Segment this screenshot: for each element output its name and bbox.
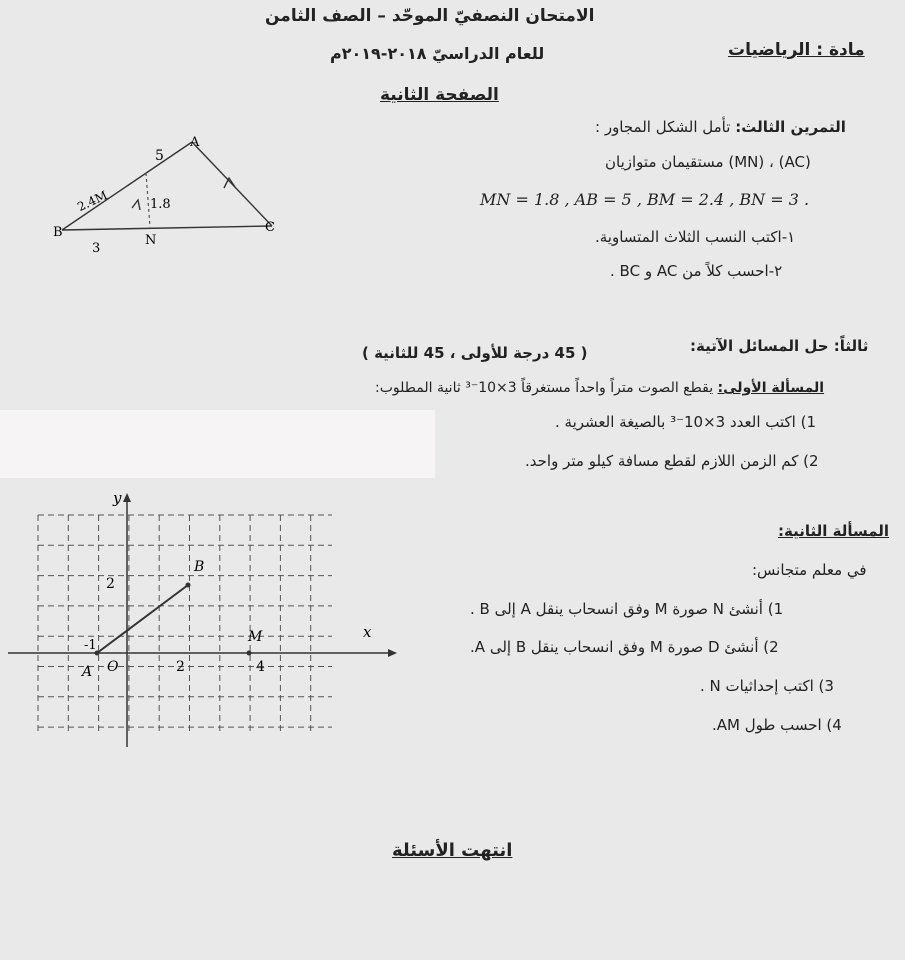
parallel-arrow-ac [224,178,235,188]
problem2-frame: في معلم متجانس: [752,561,867,579]
parallel-arrow-mn [132,200,140,210]
problem1-question1: 1) اكتب العدد 3×10⁻³ بالصيغة العشرية . [555,413,817,431]
given-values: MN = 1.8 , AB = 5 , BM = 2.4 , BN = 3 . [480,190,810,209]
segment-ab [97,585,188,653]
exercise3-question1: ١-اكتب النسب الثلاث المتساوية. [595,228,796,246]
exercise3-title: التمرين الثالث: [735,118,846,136]
part3-title: ثالثاً: حل المسائل الآتية: [690,337,869,355]
exam-title: الامتحان النصفيّ الموحّد – الصف الثامن [265,6,595,26]
part3-marks: ( 45 درجة للأولى ، 45 للثانية ) [362,344,588,362]
problem2-question4: 4) احسب طول AM. [712,716,842,734]
problem1-question2: 2) كم الزمن اللازم لقطع مسافة كيلو متر واحد. [525,452,819,470]
blank-patch [0,410,435,478]
length-mn-label: 1.8 [150,197,171,212]
subject-label: مادة : الرياضيات [728,40,865,60]
coordinate-grid [0,485,410,755]
vertex-b-label: B [53,225,63,240]
problem2-question2: 2) أنشئ D صورة M وفق انسحاب ينقل B إلى A. [470,638,779,656]
problem1-heading [375,380,824,396]
exercise3-intro: تأمل الشكل المجاور : [595,118,731,136]
exercise3-question2: ٢-احسب كلاً من AC و BC . [610,262,783,280]
page-label: الصفحة الثانية [380,85,499,105]
point-n-label: N [145,233,157,248]
point-m-label: M [248,629,263,645]
y-axis-label: y [113,489,122,507]
y-axis-arrow [123,493,131,502]
problem2-question1: 1) أنشئ N صورة M وفق انسحاب ينقل A إلى B . [470,600,784,618]
vertex-a-label: A [190,135,200,150]
point-b-label: B [194,559,205,575]
origin-label: O [107,659,119,675]
tick-x-4: 4 [256,659,265,675]
grid-lines [38,515,332,735]
triangle-lines [62,142,272,230]
tick-neg-1: -1 [84,638,97,653]
length-bn-label: 3 [92,241,101,256]
point-b-dot [186,583,191,588]
x-axis-label: x [363,623,372,641]
length-bm-label: 2.4M [75,188,110,215]
problem2-title: المسألة الثانية: [778,522,890,540]
point-a-label: A [82,664,93,680]
triangle-figure [50,130,290,260]
end-of-questions: انتهت الأسئلة [392,840,513,861]
problem2-question3: 3) اكتب إحداثيات N . [700,677,834,695]
problem1-title: المسألة الأولى: [717,380,825,396]
vertex-c-label: C [265,220,275,235]
school-year: للعام الدراسيّ ٢٠١٨-٢٠١٩م [330,44,545,63]
exercise3-heading [595,118,846,136]
x-axis-arrow [388,649,397,657]
problem1-statement: يقطع الصوت متراً واحداً مستغرقاً 3×10⁻³ ثانية المطلوب: [375,380,714,396]
point-m-dot [247,651,252,656]
parallel-lines-text: (AC) ، (MN) مستقيمان متوازيان [605,153,811,171]
length-ab-label: 5 [155,148,164,164]
tick-y-2: 2 [106,576,115,592]
tick-x-2: 2 [176,659,185,675]
